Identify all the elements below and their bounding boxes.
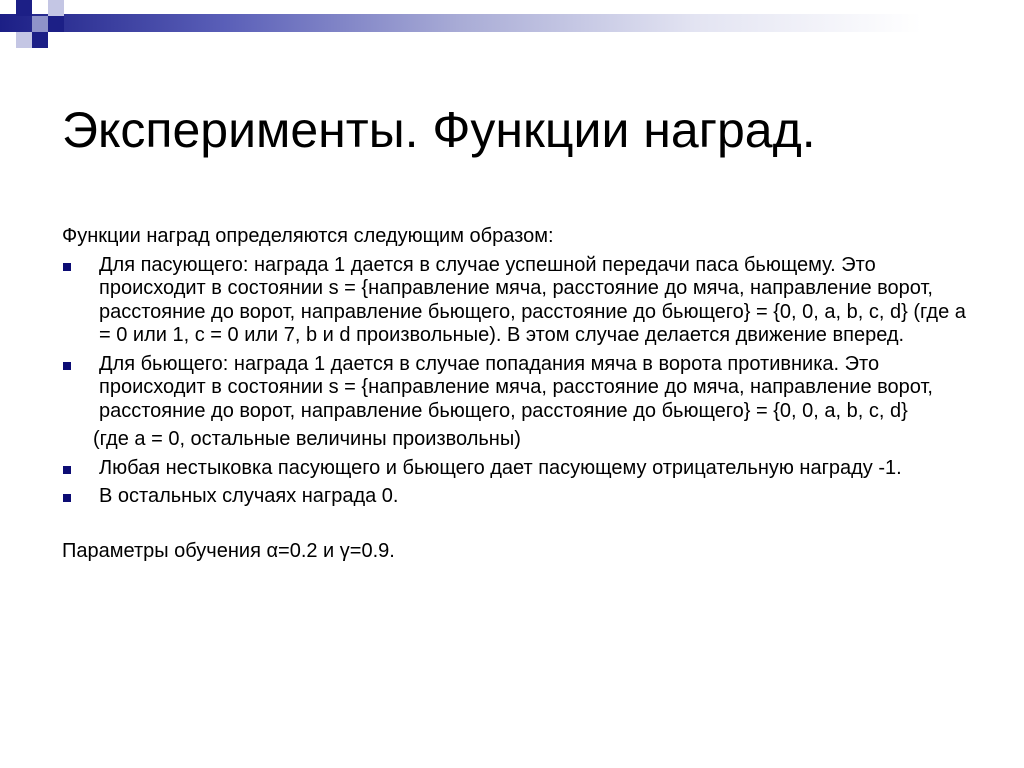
- list-item: [62, 254, 972, 348]
- header-gradient-bar: [0, 14, 1024, 32]
- bullet-square-icon: [63, 466, 71, 474]
- decor-square: [48, 0, 64, 16]
- list-item-text: Любая нестыковка пасующего и бьющего дает пасующему отрицательную награду -1.: [99, 456, 902, 479]
- decor-square: [32, 16, 48, 32]
- bullet-square-icon: [63, 494, 71, 502]
- bullet-square-icon: [63, 362, 71, 370]
- slide-title: Эксперименты. Функции наград.: [62, 102, 816, 158]
- decor-square: [32, 32, 48, 48]
- decor-square: [16, 32, 32, 48]
- list-item: [62, 457, 972, 481]
- list-item-text: В остальных случаях награда 0.: [99, 485, 399, 507]
- list-item-text: Для бьющего: награда 1 дается в случае попадания мяча в ворота противника. Это происходит в состоянии s = {направление мяча, расстояние до мяча, направление ворот, расстояние до ворот, направление бьющего, расстояние до бьющего} = {0, 0, a, b, c, d}: [99, 352, 933, 422]
- bullet-square-icon: [63, 263, 71, 271]
- slide-body: [62, 225, 972, 563]
- note-text: (где a = 0, остальные величины произвольны): [93, 428, 521, 450]
- params-text: Параметры обучения α=0.2 и γ=0.9.: [62, 539, 395, 562]
- list-item: [62, 485, 972, 509]
- list-item: [62, 353, 972, 424]
- intro-text: Функции наград определяются следующим образом:: [62, 225, 554, 247]
- list-item-text: Для пасующего: награда 1 дается в случае успешной передачи паса бьющему. Это происходит в состоянии s = {направление мяча, расстояние до мяча, направление ворот, расстояние до ворот, направление бьющего, расстояние до бьющего} = {0, 0, a, b, c, d} (где a = 0 или 1, c = 0 или 7, b и d произвольные). В этом случае делается движение вперед.: [99, 253, 966, 346]
- decor-square: [48, 16, 64, 32]
- decor-square: [16, 0, 32, 16]
